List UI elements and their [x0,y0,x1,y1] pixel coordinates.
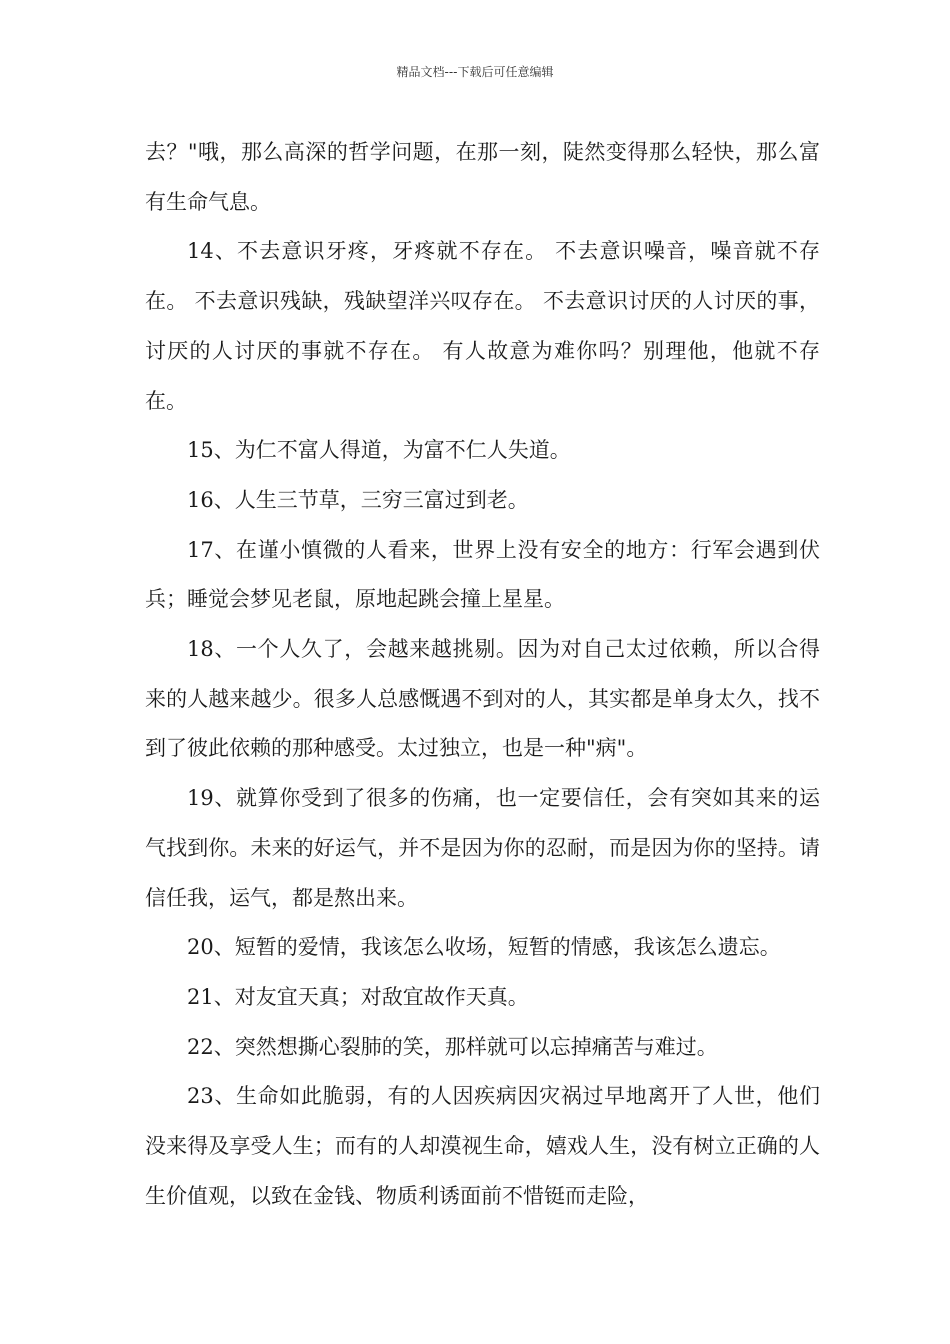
paragraph-23: 23、生命如此脆弱，有的人因疾病因灾祸过早地离开了人世，他们没来得及享受人生；而有的人却漠视生命，嬉戏人生，没有树立正确的人生价值观，以致在金钱、物质利诱面前不惜铤而走险， [145,1084,820,1208]
paragraph-19: 19、就算你受到了很多的伤痛，也一定要信任，会有突如其来的运气找到你。未来的好运气，并不是因为你的忍耐，而是因为你的坚持。请信任我，运气，都是熬出来。 [145,786,820,910]
page-header: 精品文档---下载后可任意编辑 [396,65,554,79]
paragraph-18: 18、一个人久了，会越来越挑剔。因为对自己太过依赖，所以合得来的人越来越少。很多人总感慨遇不到对的人，其实都是单身太久，找不到了彼此依赖的那种感受。太过独立，也是一种"病"。 [145,637,820,761]
paragraph-15: 15、为仁不富人得道，为富不仁人失道。 [187,438,571,463]
paragraph-20: 20、短暂的爱情，我该怎么收场，短暂的情感，我该怎么遗忘。 [187,935,781,960]
paragraph-16: 16、人生三节草，三穷三富过到老。 [187,487,529,512]
paragraph-22: 22、突然想撕心裂肺的笑，那样就可以忘掉痛苦与难过。 [187,1034,718,1059]
paragraph-continuation: 去？"哦，那么高深的哲学问题，在那一刻，陡然变得那么轻快，那么富有生命气息。 [145,140,820,214]
document-body [145,128,820,1221]
paragraph-17: 17、在谨小慎微的人看来，世界上没有安全的地方：行军会遇到伏兵；睡觉会梦见老鼠，原地起跳会撞上星星。 [145,537,820,612]
paragraph-21: 21、对友宜天真；对敌宜故作天真。 [187,984,529,1009]
paragraph-14: 14、不去意识牙疼，牙疼就不存在。 不去意识噪音，噪音就不存在。 不去意识残缺，残缺望洋兴叹存在。 不去意识讨厌的人讨厌的事，讨厌的人讨厌的事就不存在。 有人故意为难你吗？别理他，他就不存在。 [145,239,820,413]
